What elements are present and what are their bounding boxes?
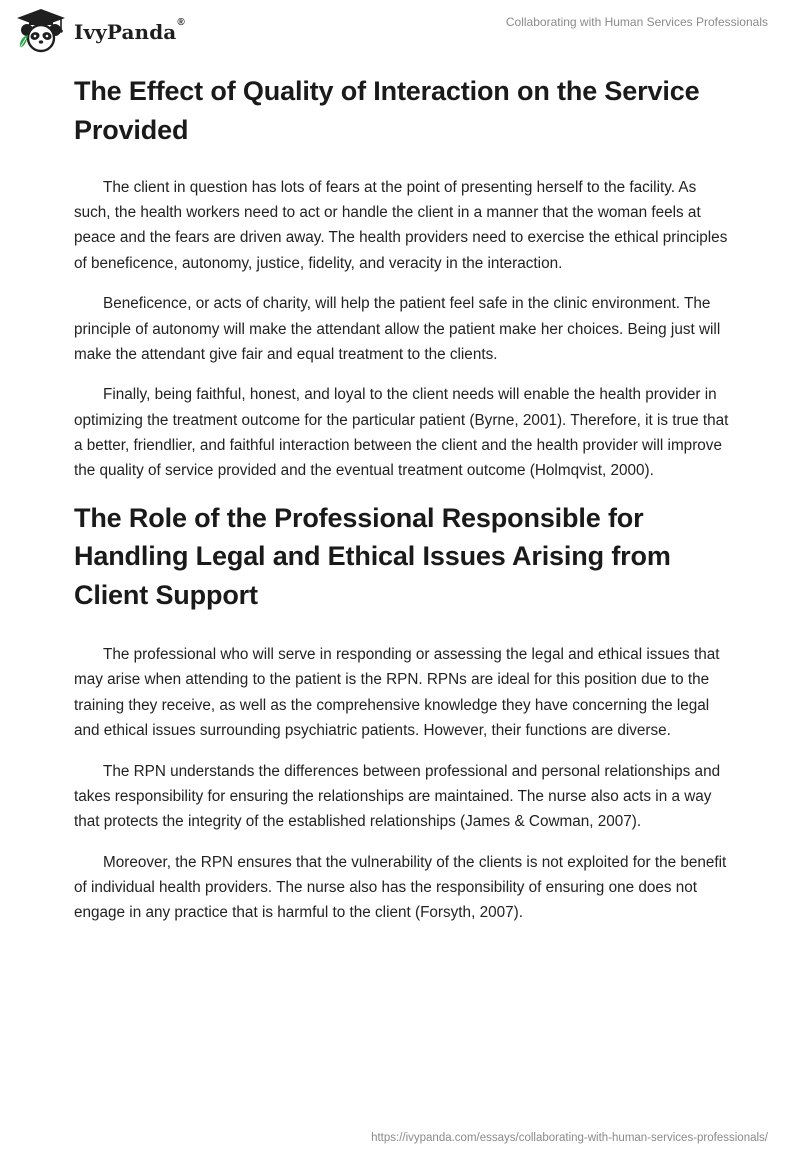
paragraph: Finally, being faithful, honest, and loyal to the client needs will enable the health provider in optimizing the treatment outcome for the particular patient (Byrne, 2001). Therefore, it is true that a better, friendlier, and faithful interaction between the client and the health provider will improve the quality of service provided and the eventual treatment outcome (Holmqvist, 2000). [74, 386, 729, 480]
paragraph: Moreover, the RPN ensures that the vulnerability of the clients is not exploited for the benefit of individual health providers. The nurse also has the responsibility of ensuring one does not engage in any practice that is harmful to the client (Forsyth, 2007). [74, 853, 727, 922]
ivypanda-logo[interactable] [15, 8, 185, 54]
source-url[interactable]: https://ivypanda.com/essays/collaborating-with-human-services-professionals/ [371, 1132, 768, 1144]
paragraph: The client in question has lots of fears at the point of presenting herself to the facility. As such, the health workers need to act or handle the client in a manner that the woman feels at peace and the fears are driven away. The health providers need to exercise the ethical principles of beneficence, autonomy, justice, fidelity, and veracity in the interaction. [74, 179, 728, 272]
paragraph: The professional who will serve in responding or assessing the legal and ethical issues that may arise when attending to the patient is the RPN. RPNs are ideal for this position due to the training they receive, as well as the comprehensive knowledge they have concerning the legal and ethical issues surrounding psychiatric patients. However, their functions are diverse. [74, 646, 720, 739]
essay-content [74, 70, 734, 941]
section-heading-professional-role: The Role of the Professional Responsible for Handling Legal and Ethical Issues Arising from Client Support [74, 502, 671, 610]
registered-mark: ® [177, 17, 185, 28]
running-title: Collaborating with Human Services Professionals [505, 15, 768, 29]
paragraph: Beneficence, or acts of charity, will help the patient feel safe in the clinic environment. The principle of autonomy will make the attendant allow the patient make her choices. Being just will make the attendant give fair and equal treatment to the clients. [74, 295, 721, 363]
panda-graduate-icon [15, 8, 67, 54]
paragraph: The RPN understands the differences between professional and personal relationships and takes responsibility for ensuring the relationships are maintained. The nurse also acts in a way that protects the integrity of the established relationships (James & Cowman, 2007). [74, 762, 721, 830]
section-heading-interaction-quality: The Effect of Quality of Interaction on the Service Provided [74, 76, 700, 145]
logo-text: IvyPanda® [74, 17, 185, 44]
page-header [0, 0, 800, 64]
